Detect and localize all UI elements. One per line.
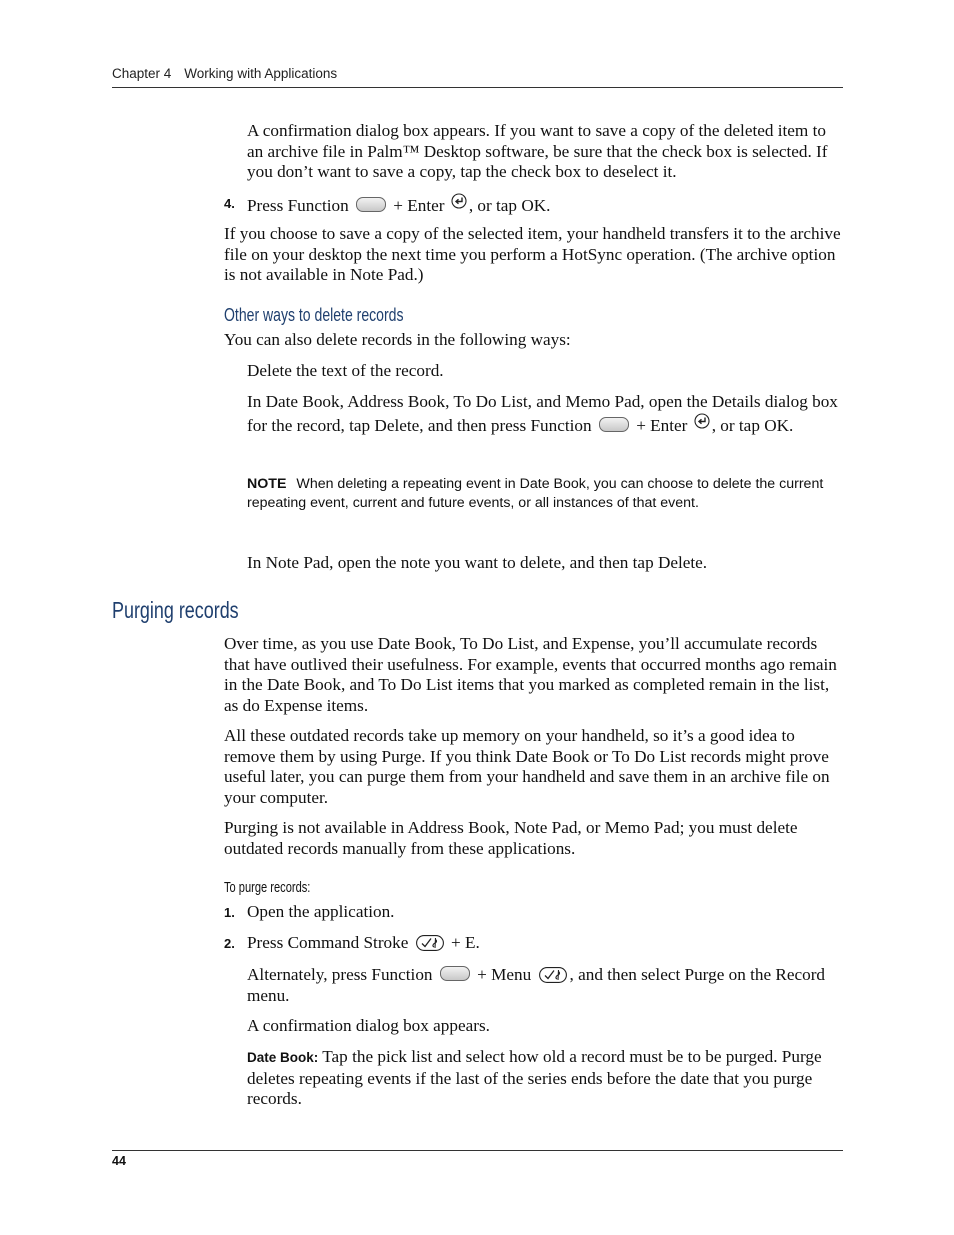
enter-key-icon	[451, 193, 467, 209]
note-block	[247, 475, 837, 513]
paragraph-confirmation: A confirmation dialog box appears. If you want to save a copy of the deleted item to an archive file in Palm™ Desktop software, be sure that the check box is selected. If you don’t want to save a copy, tap the check box to deselect it.	[247, 121, 828, 181]
step-2-part2: + E.	[450, 933, 480, 952]
page-number: 44	[112, 1154, 126, 1168]
paragraph-also-delete: You can also delete records in the following ways:	[224, 330, 571, 349]
step-2-text	[247, 933, 844, 954]
paragraph-purge-intro: Over time, as you use Date Book, To Do List, and Expense, you’ll accumulate records that have outlived their usefulness. For example, events that occurred months ago remain in the Date Book, and To Do List items that you marked as completed remain in the list, as do Expense items.	[224, 634, 837, 715]
step-4-part2: + Enter	[393, 196, 445, 215]
function-key-icon	[356, 197, 386, 212]
paragraph-alternately	[247, 965, 844, 1006]
date-book-label: Date Book:	[247, 1050, 319, 1065]
command-stroke-icon	[416, 935, 444, 951]
heading-purging-records: Purging records	[112, 597, 239, 623]
step-number-4: 4.	[224, 196, 235, 211]
details-part2: + Enter	[636, 415, 688, 435]
paragraph-confirmation-appears: A confirmation dialog box appears.	[247, 1016, 490, 1035]
list-item-note-pad: In Note Pad, open the note you want to delete, and then tap Delete.	[247, 553, 708, 572]
list-item-delete-text: Delete the text of the record.	[247, 361, 444, 380]
details-part1: In Date Book, Address Book, To Do List, and Memo Pad, open the Details dialog box for the record, tap Delete, and then press Function	[247, 392, 838, 435]
heading-other-ways-to-delete: Other ways to delete records	[224, 305, 404, 325]
date-book-text: Tap the pick list and select how old a record must be to be purged. Purge deletes repeating events if the last of the series ends before the date that you purge records.	[247, 1047, 822, 1108]
chapter-title: Working with Applications	[184, 66, 338, 81]
step-4-part3: , or tap OK.	[468, 196, 551, 215]
heading-to-purge-records: To purge records:	[224, 879, 311, 896]
running-header	[112, 66, 337, 81]
step-4-part1: Press Function	[247, 196, 349, 215]
alternately-part1: Alternately, press Function	[247, 965, 433, 984]
note-label: NOTE	[247, 476, 287, 492]
paragraph-date-book	[247, 1047, 844, 1110]
step-number-1: 1.	[224, 905, 235, 920]
paragraph-archive: If you choose to save a copy of the selected item, your handheld transfers it to the archive file on your desktop the next time you perform a HotSync operation. (The archive option is not available in Note Pad.)	[224, 224, 841, 284]
menu-stroke-icon	[539, 967, 567, 983]
function-key-icon	[599, 417, 629, 432]
alternately-part2: + Menu	[477, 965, 532, 984]
step-4-text	[247, 193, 844, 217]
chapter-label: Chapter 4	[112, 66, 172, 81]
step-2-part1: Press Command Stroke	[247, 933, 409, 952]
details-part3: , or tap OK.	[711, 415, 794, 435]
paragraph-purge-availability: Purging is not available in Address Book, Note Pad, or Memo Pad; you must delete outdated records manually from these applications.	[224, 818, 798, 858]
alternately-part3: , and then select Purge on the Record menu.	[247, 965, 826, 1005]
step-number-2: 2.	[224, 936, 235, 951]
header-rule	[112, 87, 843, 88]
list-item-details-dialog	[247, 392, 844, 436]
paragraph-purge-memory: All these outdated records take up memory on your handheld, so it’s a good idea to remove them by using Purge. If you think Date Book or To Do List records might prove useful later, you can purge them from your handheld and save them in an archive file on your computer.	[224, 726, 830, 807]
footer-rule	[112, 1150, 843, 1151]
enter-key-icon	[694, 413, 710, 429]
note-text: When deleting a repeating event in Date Book, you can choose to delete the current repeating event, current and future events, or all instances of that event.	[247, 476, 824, 511]
function-key-icon	[440, 966, 470, 981]
step-1-text: Open the application.	[247, 902, 395, 921]
